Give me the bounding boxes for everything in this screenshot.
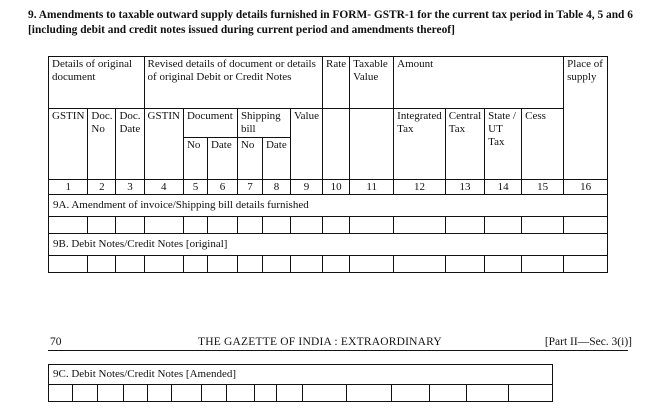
column-number: 10 <box>322 180 349 195</box>
column-number: 9 <box>290 180 322 195</box>
page-footer <box>48 336 632 351</box>
table-9-heading: 9. Amendments to taxable outward supply details furnished in FORM- GSTR-1 for the current tax period in Table 4, 5 and 6 [including debit and credit notes issued during current period and amendments thereof] <box>28 9 633 36</box>
state-ut-tax-header: State / UT Tax <box>485 109 522 180</box>
taxable-value-header: Taxable Value <box>350 57 394 109</box>
amount-header: Amount <box>394 57 564 109</box>
section-9a-label: 9A. Amendment of invoice/Shipping bill details furnished <box>49 195 608 217</box>
integrated-tax-header: Integrated Tax <box>394 109 446 180</box>
revised-doc-no-header: No <box>183 138 207 180</box>
column-number: 2 <box>88 180 116 195</box>
column-number: 8 <box>262 180 290 195</box>
doc-date-header: Doc. Date <box>116 109 144 180</box>
central-tax-header: Central Tax <box>445 109 484 180</box>
gstr-table-9-continued <box>48 364 553 402</box>
column-number: 13 <box>445 180 484 195</box>
column-number: 3 <box>116 180 144 195</box>
details-original-header: Details of original document <box>49 57 145 109</box>
gazette-title: THE GAZETTE OF INDIA : EXTRAORDINARY <box>198 336 442 348</box>
column-number: 4 <box>144 180 183 195</box>
value-header: Value <box>290 109 322 180</box>
gstr-table-9 <box>48 56 608 273</box>
column-number: 16 <box>564 180 608 195</box>
column-number: 5 <box>183 180 207 195</box>
column-number: 1 <box>49 180 88 195</box>
part-section: [Part II—Sec. 3(i)] <box>544 336 632 348</box>
section-9c-label: 9C. Debit Notes/Credit Notes [Amended] <box>49 365 553 385</box>
column-number: 7 <box>237 180 262 195</box>
revised-details-header: Revised details of document or details of original Debit or Credit Notes <box>144 57 322 109</box>
rate-blank <box>322 109 349 180</box>
document-header: Document <box>183 109 237 138</box>
column-number: 11 <box>350 180 394 195</box>
column-number: 6 <box>207 180 237 195</box>
table-row <box>49 256 608 273</box>
table-row <box>49 385 553 402</box>
cess-header: Cess <box>522 109 564 180</box>
table-row <box>49 217 608 234</box>
page-number: 70 <box>50 336 62 348</box>
place-of-supply-header: Place of supply <box>564 57 608 180</box>
shipping-no-header: No <box>237 138 262 180</box>
column-number: 15 <box>522 180 564 195</box>
taxable-blank <box>350 109 394 180</box>
shipping-date-header: Date <box>262 138 290 180</box>
section-9b-label: 9B. Debit Notes/Credit Notes [original] <box>49 234 608 256</box>
gstin-header: GSTIN <box>49 109 88 180</box>
revised-gstin-header: GSTIN <box>144 109 183 180</box>
column-number: 14 <box>485 180 522 195</box>
revised-doc-date-header: Date <box>207 138 237 180</box>
column-number: 12 <box>394 180 446 195</box>
shipping-bill-header: Shipping bill <box>237 109 290 138</box>
rate-header: Rate <box>322 57 349 109</box>
doc-no-header: Doc. No <box>88 109 116 180</box>
